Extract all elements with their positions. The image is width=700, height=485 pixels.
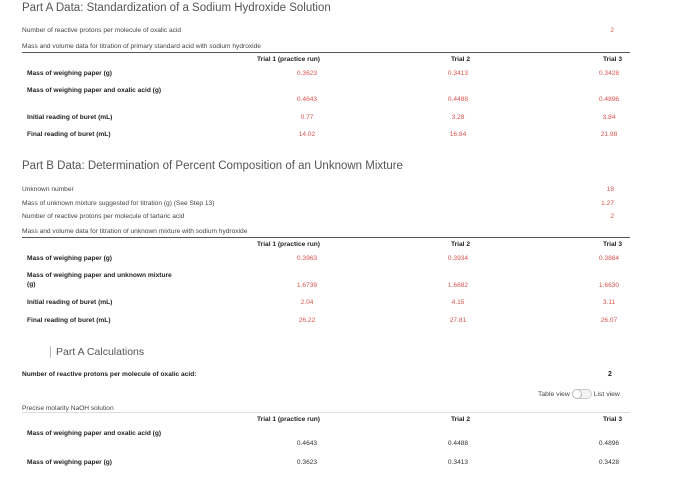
part-a-col-trial3: Trial 3 [602,56,622,63]
part-a-row-label: Mass of weighing paper (g) [27,70,112,77]
part-a-row-label: Final reading of buret (mL) [27,131,111,138]
part-a-calc-row-label: Mass of weighing paper and oxalic acid (g) [27,430,162,437]
part-b-cell: 1.6739 [296,282,318,289]
part-a-calc-col-trial3: Trial 3 [602,416,622,423]
part-b-row-label: Mass of weighing paper and unknown mixture (g) [27,272,172,288]
part-a-cell: 0.3623 [296,70,318,77]
part-a-calc-protons-label: Number of reactive protons per molecule of oxalic acid: [22,371,197,378]
part-b-unknown-value: 18 [606,186,614,193]
part-a-title: Part A Data: Standardization of a Sodium Hydroxide Solution [22,2,331,14]
part-b-cell: 1.6682 [447,282,469,289]
part-a-calc-col-trial2: Trial 2 [450,416,470,423]
part-a-cell: 16.84 [449,131,467,138]
part-a-row-label: Initial reading of buret (mL) [27,114,113,121]
part-a-calc-protons-value: 2 [608,371,612,378]
part-a-calc-title: Part A Calculations [56,346,145,358]
part-a-protons-value: 2 [610,27,614,34]
part-a-calc-row-label: Mass of weighing paper (g) [27,459,112,466]
part-a-cell: 0.77 [300,114,314,121]
part-b-title: Part B Data: Determination of Percent Composition of an Unknown Mixture [22,160,403,172]
part-b-protons-value: 2 [610,213,614,220]
part-a-calc-cell: 0.4896 [598,440,620,447]
part-b-table-caption: Mass and volume data for titration of unknown mixture with sodium hydroxide [22,228,248,235]
list-view-label[interactable]: List view [593,390,620,398]
part-a-col-trial1: Trial 1 (practice run) [256,56,320,63]
toggle-knob [572,389,582,399]
part-b-cell: 26.22 [298,317,316,324]
part-a-cell: 14.02 [298,131,316,138]
part-a-calc-cell: 0.3413 [447,459,469,466]
part-a-cell: 0.4643 [296,96,318,103]
part-b-row-label: Final reading of buret (mL) [27,317,111,324]
part-a-cell: 0.3413 [447,70,469,77]
part-b-cell: 1.6630 [598,282,620,289]
part-a-col-trial2: Trial 2 [450,56,470,63]
part-b-col-trial2: Trial 2 [450,241,470,248]
part-b-col-trial1: Trial 1 (practice run) [256,241,320,248]
part-b-cell: 4.15 [451,299,465,306]
part-a-calc-cell: 0.4643 [296,440,318,447]
part-a-calc-table-caption: Precise molarity NaOH solution [22,405,114,412]
part-a-calc-table-rule [22,412,630,413]
part-b-mass-label: Mass of unknown mixture suggested for titration (g) (See Step 13) [22,200,215,207]
view-toggle[interactable] [538,389,620,399]
part-b-table-rule [22,237,630,238]
part-b-col-trial3: Trial 3 [602,241,622,248]
part-a-calc-col-trial1: Trial 1 (practice run) [256,416,320,423]
part-b-cell: 2.04 [300,299,314,306]
part-b-mass-value: 1.27 [601,200,614,207]
part-a-table-caption: Mass and volume data for titration of primary standard acid with sodium hydroxide [22,43,261,50]
part-b-row-label: Mass of weighing paper (g) [27,255,112,262]
part-a-cell: 3.28 [451,114,465,121]
part-b-cell: 26.07 [600,317,618,324]
table-view-label[interactable]: Table view [538,390,570,398]
section-marker [50,346,51,358]
part-a-table-rule [22,52,630,53]
view-toggle-switch[interactable] [572,389,592,399]
part-b-unknown-label: Unknown number [22,186,74,193]
part-b-protons-label: Number of reactive protons per molecule of tartaric acid [22,213,185,220]
part-b-cell: 27.81 [449,317,467,324]
part-a-cell: 21.98 [600,131,618,138]
part-a-cell: 0.3428 [598,70,620,77]
part-a-calc-cell: 0.3623 [296,459,318,466]
part-b-cell: 0.3963 [296,255,318,262]
part-b-cell: 0.3884 [598,255,620,262]
part-b-row-label: Initial reading of buret (mL) [27,299,113,306]
part-a-cell: 0.4488 [447,96,469,103]
part-a-calc-cell: 0.3428 [598,459,620,466]
part-a-protons-label: Number of reactive protons per molecule of oxalic acid [22,27,182,34]
part-b-cell: 0.3934 [447,255,469,262]
part-a-calc-cell: 0.4488 [447,440,469,447]
part-a-cell: 0.4896 [598,96,620,103]
part-b-cell: 3.11 [602,299,616,306]
part-a-cell: 3.84 [602,114,616,121]
part-a-row-label: Mass of weighing paper and oxalic acid (g) [27,87,162,94]
